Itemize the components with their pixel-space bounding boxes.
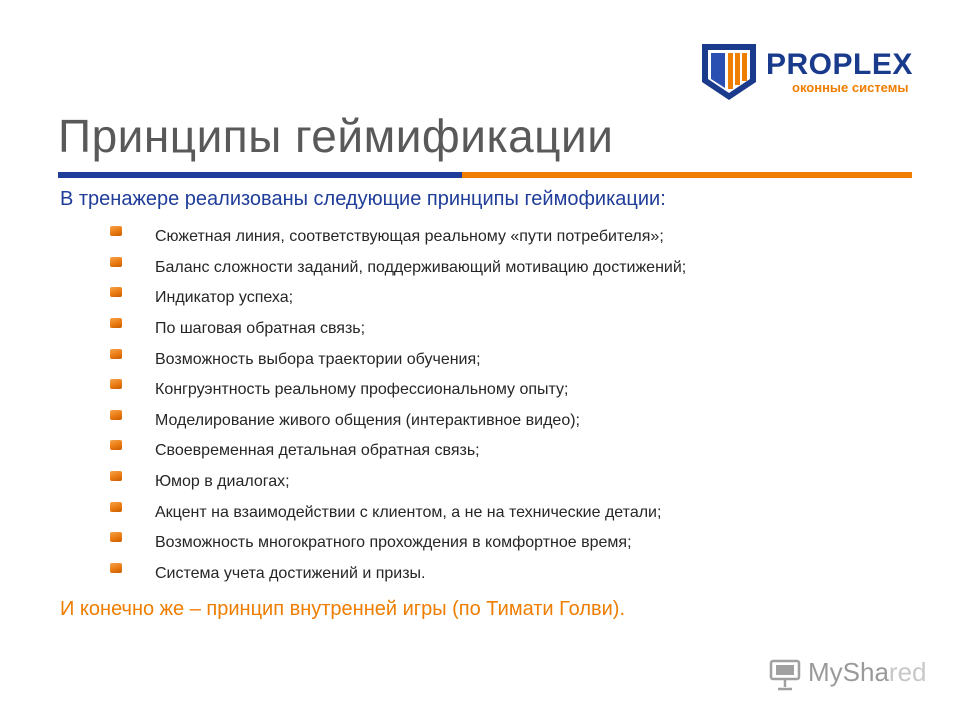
list-item — [110, 559, 686, 590]
list-item — [110, 467, 686, 498]
list-item-text: Возможность выбора траектории обучения; — [155, 350, 481, 368]
presentation-board-icon — [768, 659, 802, 691]
list-item-text: Возможность многократного прохождения в комфортное время; — [155, 534, 632, 552]
bullet-square-icon — [110, 287, 122, 297]
list-item — [110, 528, 686, 559]
intro-text: В тренажере реализованы следующие принципы геймофикации: — [60, 188, 666, 210]
bullet-square-icon — [110, 502, 122, 512]
page-title: Принципы геймификации — [58, 110, 614, 162]
list-item-text: Баланс сложности заданий, поддерживающий мотивацию достижений; — [155, 258, 687, 276]
watermark-text — [808, 659, 927, 685]
list-item — [110, 406, 686, 437]
watermark-text-accent: red — [888, 657, 927, 687]
closing-text: И конечно же – принцип внутренней игры (по Тимати Голви). — [60, 598, 625, 620]
proplex-emblem-icon — [700, 42, 758, 102]
bullet-square-icon — [110, 440, 122, 450]
list-item-text: Сюжетная линия, соответствующая реальному «пути потребителя»; — [155, 228, 664, 246]
list-item — [110, 436, 686, 467]
list-item — [110, 375, 686, 406]
list-item — [110, 222, 686, 253]
list-item-text: Своевременная детальная обратная связь; — [155, 442, 480, 460]
list-item-text: Система учета достижений и призы. — [155, 564, 426, 582]
list-item-text: По шаговая обратная связь; — [155, 320, 366, 338]
list-item — [110, 497, 686, 528]
logo-subtitle: оконные системы — [792, 80, 909, 95]
list-item-text: Юмор в диалогах; — [155, 473, 290, 491]
bullet-square-icon — [110, 349, 122, 359]
bullet-square-icon — [110, 318, 122, 328]
bullet-square-icon — [110, 257, 122, 267]
list-item-text: Индикатор успеха; — [155, 289, 294, 307]
bullet-square-icon — [110, 563, 122, 573]
list-item-text: Моделирование живого общения (интерактивное видео); — [155, 411, 580, 429]
list-item — [110, 253, 686, 284]
proplex-logo — [700, 40, 915, 104]
watermark-text-main: MySha — [808, 657, 889, 687]
bullet-square-icon — [110, 226, 122, 236]
list-item-text: Акцент на взаимодействии с клиентом, а не на технические детали; — [155, 503, 662, 521]
bullet-square-icon — [110, 379, 122, 389]
title-rule-orange — [462, 172, 912, 178]
bullet-square-icon — [110, 471, 122, 481]
list-item — [110, 314, 686, 345]
principles-list — [110, 222, 686, 589]
list-item — [110, 283, 686, 314]
list-item-text: Конгруэнтность реальному профессиональному опыту; — [155, 381, 569, 399]
logo-name: PROPLEX — [766, 48, 913, 81]
list-item — [110, 344, 686, 375]
bullet-square-icon — [110, 532, 122, 542]
bullet-square-icon — [110, 410, 122, 420]
title-rule-blue — [58, 172, 462, 178]
